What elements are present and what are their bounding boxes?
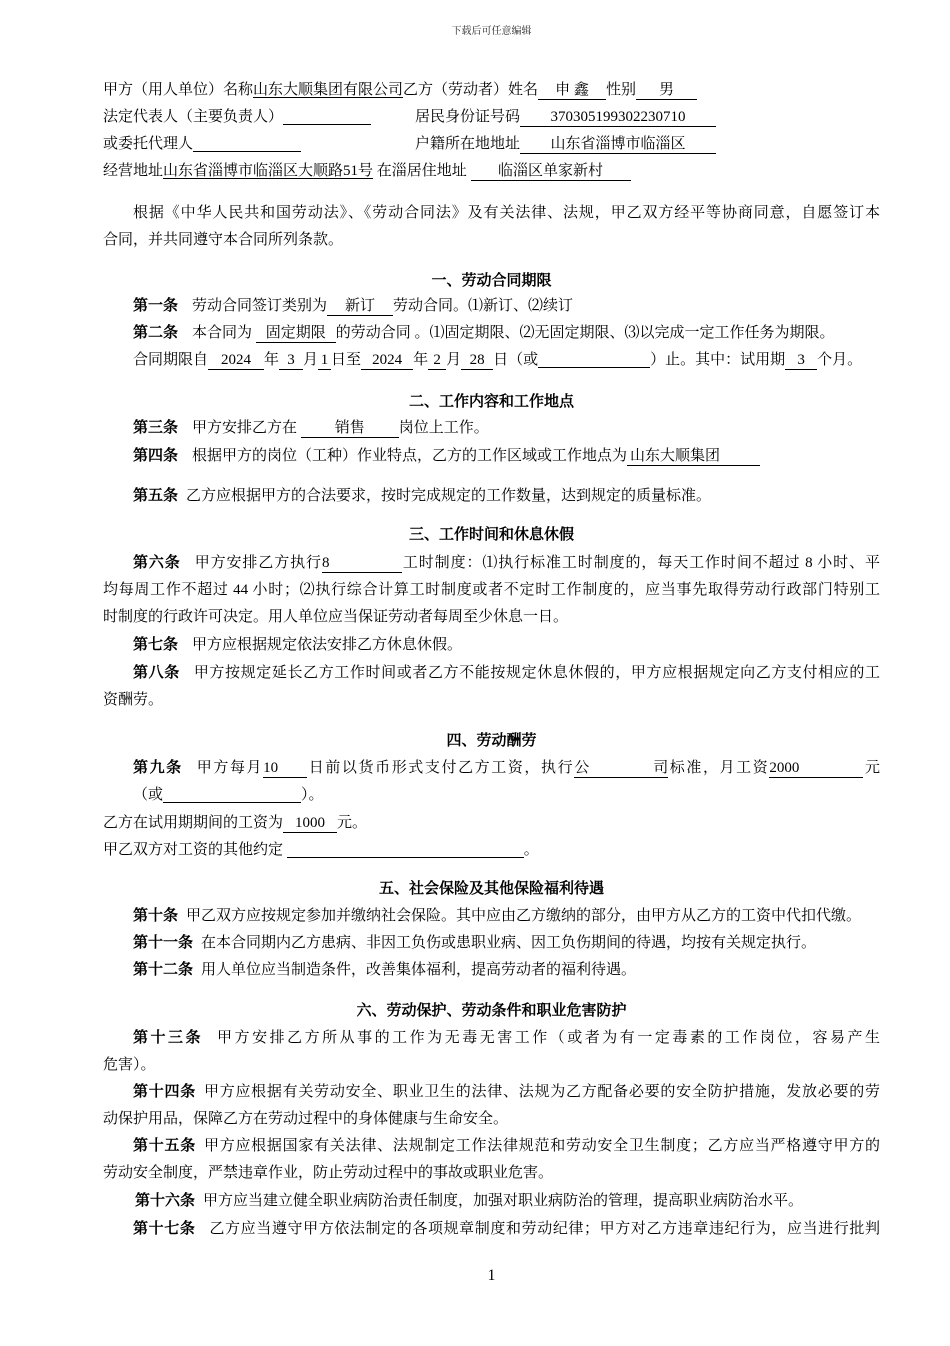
or-open: （或	[133, 787, 164, 803]
other-terms-end: 。	[523, 842, 539, 858]
article-label: 第十一条	[133, 935, 194, 951]
id-label: 居民身份证号码	[415, 109, 521, 125]
year-unit: 年	[264, 352, 280, 368]
article-text: 元	[863, 760, 880, 776]
section-title-6: 六、劳动保护、劳动条件和职业危害防护	[356, 1003, 627, 1019]
article-label: 第四条	[133, 448, 179, 464]
id-number-field: 370305199302230710	[520, 109, 716, 127]
article-text: 甲方安排乙方在	[192, 420, 298, 436]
header-note: 下载后可任意编辑	[451, 26, 532, 37]
end-year-field: 2024	[361, 352, 413, 370]
article-9-line-1	[133, 755, 880, 781]
hukou-address-field: 山东省淄博市临淄区	[520, 136, 716, 154]
or-close: ）止。其中：试用期	[650, 352, 786, 368]
year-unit: 年	[413, 352, 429, 368]
legal-rep-field	[283, 107, 371, 125]
term-type-field: 固定期限	[256, 325, 336, 343]
article-text: 乙方应当遵守甲方依法制定的各项规章制度和劳动纪律；甲方对乙方违章违纪行为，应当进行批判	[209, 1221, 880, 1237]
article-label: 第七条	[133, 637, 179, 653]
probation-months-field: 3	[785, 352, 817, 370]
start-year-field: 2024	[208, 352, 264, 370]
article-13-line-2: 危害）。	[103, 1057, 156, 1073]
article-text: 在本合同期内乙方患病、非因工负伤或患职业病、因工负伤期间的待遇，均按有关规定执行。	[201, 935, 817, 951]
parties-line-names	[103, 77, 880, 103]
article-text: 甲方应根据国家有关法律、法规制定工作法律规范和劳动安全卫生制度；乙方应当严格遵守甲方的	[203, 1138, 880, 1154]
contract-type-field: 新订	[327, 298, 393, 316]
article-2	[133, 320, 880, 346]
start-month-field: 3	[279, 352, 303, 370]
legal-rep-group	[103, 104, 415, 130]
article-14-line-2: 动保护用品，保障乙方在劳动过程中的身体健康与生命安全。	[103, 1111, 509, 1127]
contract-period-line	[133, 347, 880, 373]
section-title-3: 三、工作时间和休息休假	[408, 527, 574, 543]
article-text: 乙方应根据甲方的合法要求，按时完成规定的工作数量，达到规定的质量标准。	[186, 488, 712, 504]
article-label: 第十二条	[133, 962, 194, 978]
article-4	[133, 443, 880, 469]
legal-rep-label: 法定代表人（主要负责人）	[103, 109, 284, 125]
employer-name: 山东大顺集团有限公司	[253, 82, 404, 98]
article-17-line-1	[133, 1216, 880, 1242]
article-label: 第八条	[133, 665, 180, 681]
article-label: 第六条	[133, 555, 181, 571]
article-13-line-1	[133, 1025, 880, 1051]
article-text: 岗位上工作。	[398, 420, 489, 436]
article-text: 的劳动合同 。⑴固定期限、⑵无固定期限、⑶以完成一定工作任务为期限。	[335, 325, 835, 341]
wage-standard-field: 公司	[574, 760, 669, 776]
business-address: 山东省淄博市临淄区大顺路51号	[163, 163, 374, 179]
or-open: 日（或	[493, 352, 539, 368]
article-6-line-2: 均每周工作不超过 44 小时；⑵执行综合计算工时制度或者不定时工作制度的，应当事先取得劳动行政部门特别工	[103, 582, 880, 598]
article-text: 甲方按规定延长乙方工作时间或者乙方不能按规定休息休假的，甲方应根据规定向乙方支付相应的工	[193, 665, 880, 681]
parties-line-agent	[103, 131, 880, 157]
page-number: 1	[487, 1267, 496, 1284]
residence-label: 在淄居住地址	[376, 163, 467, 179]
pay-day-field: 10	[263, 760, 307, 778]
article-label: 第五条	[133, 488, 179, 504]
gender-label: 性别	[606, 82, 637, 98]
months-unit: 个月。	[817, 352, 863, 368]
agent-field	[193, 134, 301, 152]
preamble-line-2: 合同，并共同遵守本合同所列条款。	[103, 232, 344, 248]
article-text: 甲方应根据有关劳动安全、职业卫生的法律、法规为乙方配备必要的安全防护措施，发放必要的劳	[203, 1084, 880, 1100]
article-9-line-2	[133, 782, 880, 808]
article-text: 用人单位应当制造条件，改善集体福利，提高劳动者的福利待遇。	[201, 962, 637, 978]
article-15-line-2: 劳动安全制度，严禁违章作业，防止劳动过程中的事故或职业危害。	[103, 1165, 554, 1181]
probation-wage-line	[103, 810, 880, 836]
article-text: 甲方安排乙方执行	[194, 555, 322, 571]
business-address-label: 经营地址	[103, 163, 164, 179]
section-title-4: 四、劳动酬劳	[446, 733, 537, 749]
or-close: ）。	[301, 787, 324, 803]
probation-wage-field: 1000	[283, 815, 337, 833]
alternative-wage-field	[163, 785, 301, 803]
article-7	[133, 632, 880, 658]
article-label: 第九条	[133, 760, 183, 776]
article-label: 第二条	[133, 325, 179, 341]
article-text: 工时制度：⑴执行标准工时制度的，每天工作时间不超过 8 小时、平	[401, 555, 880, 571]
section-title-2: 二、工作内容和工作地点	[408, 394, 574, 410]
article-3	[133, 415, 880, 441]
hukou-label: 户籍所在地地址	[415, 136, 521, 152]
article-12	[133, 957, 880, 983]
end-day-field: 28	[461, 352, 493, 370]
start-day-field: 1	[318, 352, 331, 370]
article-text: 根据甲方的岗位（工种）作业特点，乙方的工作区域或工作地点为	[192, 448, 628, 464]
alternative-end-field	[538, 350, 650, 368]
employee-name-field: 申 鑫	[538, 82, 606, 100]
article-11	[133, 930, 880, 956]
employee-name-label: 乙方（劳动者）姓名	[403, 82, 539, 98]
probation-wage-label: 乙方在试用期期间的工资为	[103, 815, 284, 831]
work-location-field: 山东大顺集团	[627, 448, 760, 466]
article-text: 甲方应根据规定依法安排乙方休息休假。	[192, 637, 463, 653]
day-to: 日至	[331, 352, 362, 368]
article-text: 甲方应当建立健全职业病防治责任制度，加强对职业病防治的管理，提高职业病防治水平。	[203, 1193, 804, 1209]
article-10	[133, 903, 893, 929]
article-label: 第十五条	[133, 1138, 196, 1154]
article-label: 第十七条	[133, 1221, 196, 1237]
article-text: 劳动合同。⑴新订、⑵续订	[393, 298, 574, 314]
period-prefix: 合同期限自	[133, 352, 209, 368]
article-label: 第三条	[133, 420, 179, 436]
article-15-line-1	[133, 1133, 880, 1159]
article-5	[133, 483, 880, 509]
article-14-line-1	[133, 1079, 880, 1105]
article-label: 第十六条	[135, 1193, 196, 1209]
article-text: 标准，月工资	[668, 760, 770, 776]
article-text: 甲方每月	[196, 760, 264, 776]
other-wage-terms-line	[103, 837, 880, 863]
parties-line-addresses	[103, 158, 880, 184]
article-8-line-1	[133, 660, 880, 686]
month-unit: 月	[303, 352, 319, 368]
article-label: 第十四条	[133, 1084, 196, 1100]
preamble-line-1: 根据《中华人民共和国劳动法》、《劳动合同法》及有关法律、法规，甲乙双方经平等协商同意，自愿签订本	[133, 205, 880, 221]
section-title-5: 五、社会保险及其他保险福利待遇	[378, 881, 604, 897]
section-title-1: 一、劳动合同期限	[431, 273, 552, 289]
month-unit: 月	[446, 352, 462, 368]
article-6-line-3: 时制度的行政许可决定。用人单位应当保证劳动者每周至少休息一日。	[103, 609, 569, 625]
monthly-wage-field: 2000	[769, 760, 863, 778]
other-terms-label: 甲乙双方对工资的其他约定	[103, 842, 284, 858]
article-6-line-1	[133, 550, 880, 576]
employer-name-label: 甲方（用人单位）名称	[103, 82, 254, 98]
article-label: 第十三条	[133, 1030, 204, 1046]
agent-group	[103, 131, 415, 157]
residence-address-field: 临淄区单家新村	[471, 163, 631, 181]
other-terms-field	[287, 840, 524, 858]
article-1	[133, 293, 880, 319]
parties-line-legal-rep	[103, 104, 880, 130]
probation-wage-unit: 元。	[337, 815, 368, 831]
article-text: 日前以货币形式支付乙方工资，执行	[307, 760, 575, 776]
article-text: 甲乙双方应按规定参加并缴纳社会保险。其中应由乙方缴纳的部分，由甲方从乙方的工资中代扣代缴。	[186, 908, 862, 924]
article-label: 第十条	[133, 908, 179, 924]
end-month-field: 2	[428, 352, 446, 370]
article-text: 甲方安排乙方所从事的工作为无毒无害工作（或者为有一定毒素的工作岗位，容易产生	[217, 1030, 880, 1046]
article-8-line-2: 资酬劳。	[103, 692, 164, 708]
article-16	[135, 1188, 880, 1214]
work-hours-field: 8	[322, 555, 402, 573]
position-field: 销售	[301, 420, 399, 438]
article-label: 第一条	[133, 298, 179, 314]
article-text: 劳动合同签订类别为	[192, 298, 328, 314]
agent-label: 或委托代理人	[103, 136, 194, 152]
gender-field: 男	[636, 82, 697, 100]
article-text: 本合同为	[192, 325, 253, 341]
